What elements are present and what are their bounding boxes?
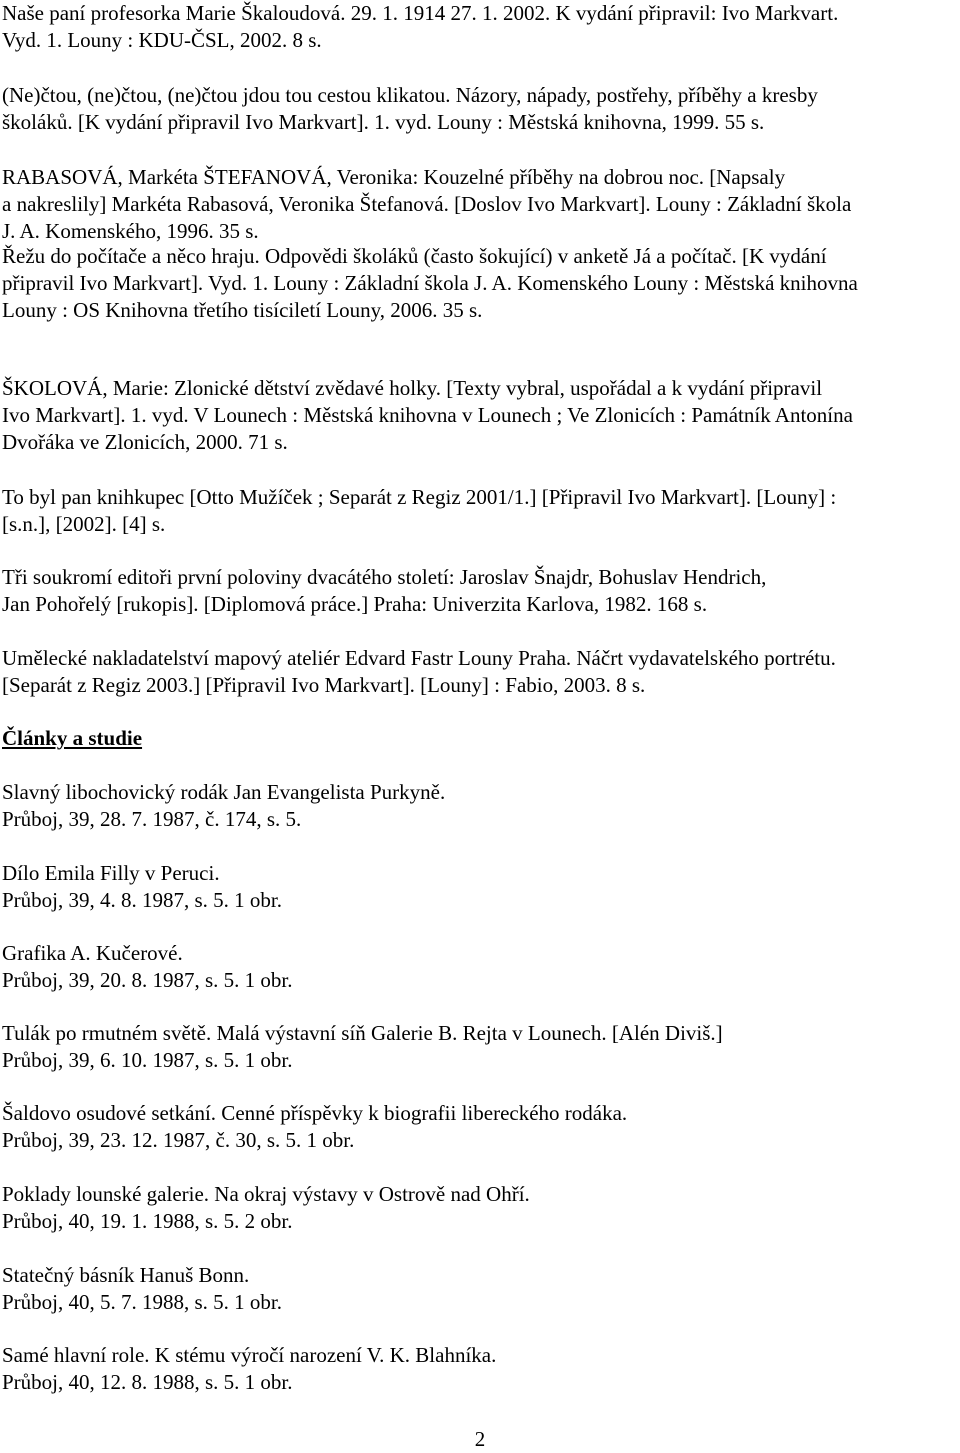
article-title: Šaldovo osudové setkání. Cenné příspěvky k biografii libereckého rodáka. xyxy=(2,1101,628,1125)
article-title: Samé hlavní role. K stému výročí narození V. K. Blahníka. xyxy=(2,1343,497,1367)
entry-line: Dvořáka ve Zlonicích, 2000. 71 s. xyxy=(2,430,288,454)
entry-line: Ivo Markvart]. 1. vyd. V Lounech : Městská knihovna v Lounech ; Ve Zlonicích : Památník Antonína xyxy=(2,403,853,427)
article-source: Průboj, 40, 19. 1. 1988, s. 5. 2 obr. xyxy=(2,1209,293,1233)
entry-line: [Separát z Regiz 2003.] [Připravil Ivo Markvart]. [Louny] : Fabio, 2003. 8 s. xyxy=(2,673,646,697)
article-source: Průboj, 39, 6. 10. 1987, s. 5. 1 obr. xyxy=(2,1048,293,1072)
article-source: Průboj, 39, 23. 12. 1987, č. 30, s. 5. 1 obr. xyxy=(2,1128,355,1152)
book-entry xyxy=(2,0,957,54)
article-entry xyxy=(2,940,957,994)
book-entry xyxy=(2,484,957,538)
article-title: Grafika A. Kučerové. xyxy=(2,941,183,965)
entry-line: Umělecké nakladatelství mapový ateliér Edvard Fastr Louny Praha. Náčrt vydavatelského portrétu. xyxy=(2,646,836,670)
article-title: Statečný básník Hanuš Bonn. xyxy=(2,1263,250,1287)
entry-line: ŠKOLOVÁ, Marie: Zlonické dětství zvědavé holky. [Texty vybral, uspořádal a k vydání připravil xyxy=(2,376,823,400)
book-entry xyxy=(2,375,957,456)
book-entry xyxy=(2,164,957,245)
article-title: Dílo Emila Filly v Peruci. xyxy=(2,861,220,885)
entry-line: Naše paní profesorka Marie Škaloudová. 29. 1. 1914 27. 1. 2002. K vydání připravil: Ivo Markvart. xyxy=(2,1,839,25)
article-title: Tulák po rmutném světě. Malá výstavní síň Galerie B. Rejta v Lounech. [Alén Diviš.] xyxy=(2,1021,723,1045)
article-entry xyxy=(2,1181,957,1235)
entry-line: Louny : OS Knihovna třetího tisíciletí Louny, 2006. 35 s. xyxy=(2,298,483,322)
article-source: Průboj, 40, 5. 7. 1988, s. 5. 1 obr. xyxy=(2,1290,283,1314)
entry-line: To byl pan knihkupec [Otto Mužíček ; Separát z Regiz 2001/1.] [Připravil Ivo Markvart]. [Louny] : xyxy=(2,485,837,509)
entry-line: připravil Ivo Markvart]. Vyd. 1. Louny : Základní škola J. A. Komenského Louny : Městská knihovna xyxy=(2,271,858,295)
page-number: 2 xyxy=(474,1427,486,1451)
entry-line: školáků. [K vydání připravil Ivo Markvart]. 1. vyd. Louny : Městská knihovna, 1999. 55 s. xyxy=(2,110,765,134)
entry-line: J. A. Komenského, 1996. 35 s. xyxy=(2,219,259,243)
article-title: Slavný libochovický rodák Jan Evangelista Purkyně. xyxy=(2,780,446,804)
book-entry xyxy=(2,82,957,136)
entry-line: [s.n.], [2002]. [4] s. xyxy=(2,512,166,536)
section-heading: Články a studie xyxy=(2,726,143,750)
article-entry xyxy=(2,1342,957,1396)
book-entry xyxy=(2,243,957,324)
article-source: Průboj, 39, 28. 7. 1987, č. 174, s. 5. xyxy=(2,807,302,831)
entry-line: (Ne)čtou, (ne)čtou, (ne)čtou jdou tou cestou klikatou. Názory, nápady, postřehy, příběhy a kresby xyxy=(2,83,818,107)
entry-line: a nakreslily] Markéta Rabasová, Veronika Štefanová. [Doslov Ivo Markvart]. Louny : Základní škola xyxy=(2,192,852,216)
entry-line: Jan Pohořelý [rukopis]. [Diplomová práce.] Praha: Univerzita Karlova, 1982. 168 s. xyxy=(2,592,708,616)
article-source: Průboj, 40, 12. 8. 1988, s. 5. 1 obr. xyxy=(2,1370,293,1394)
entry-line: Tři soukromí editoři první poloviny dvacátého století: Jaroslav Šnajdr, Bohuslav Hendrich, xyxy=(2,565,767,589)
article-entry xyxy=(2,1100,957,1154)
article-entry xyxy=(2,860,957,914)
article-entry xyxy=(2,1262,957,1316)
book-entry xyxy=(2,564,957,618)
entry-line: Vyd. 1. Louny : KDU-ČSL, 2002. 8 s. xyxy=(2,28,322,52)
book-entry xyxy=(2,645,957,699)
entry-line: Řežu do počítače a něco hraju. Odpovědi školáků (často šokující) v anketě Já a počítač. [K vydání xyxy=(2,244,827,268)
entry-line: RABASOVÁ, Markéta ŠTEFANOVÁ, Veronika: Kouzelné příběhy na dobrou noc. [Napsaly xyxy=(2,165,786,189)
article-title: Poklady lounské galerie. Na okraj výstavy v Ostrově nad Ohří. xyxy=(2,1182,530,1206)
article-source: Průboj, 39, 4. 8. 1987, s. 5. 1 obr. xyxy=(2,888,283,912)
article-source: Průboj, 39, 20. 8. 1987, s. 5. 1 obr. xyxy=(2,968,293,992)
article-entry xyxy=(2,1020,957,1074)
article-entry xyxy=(2,779,957,833)
